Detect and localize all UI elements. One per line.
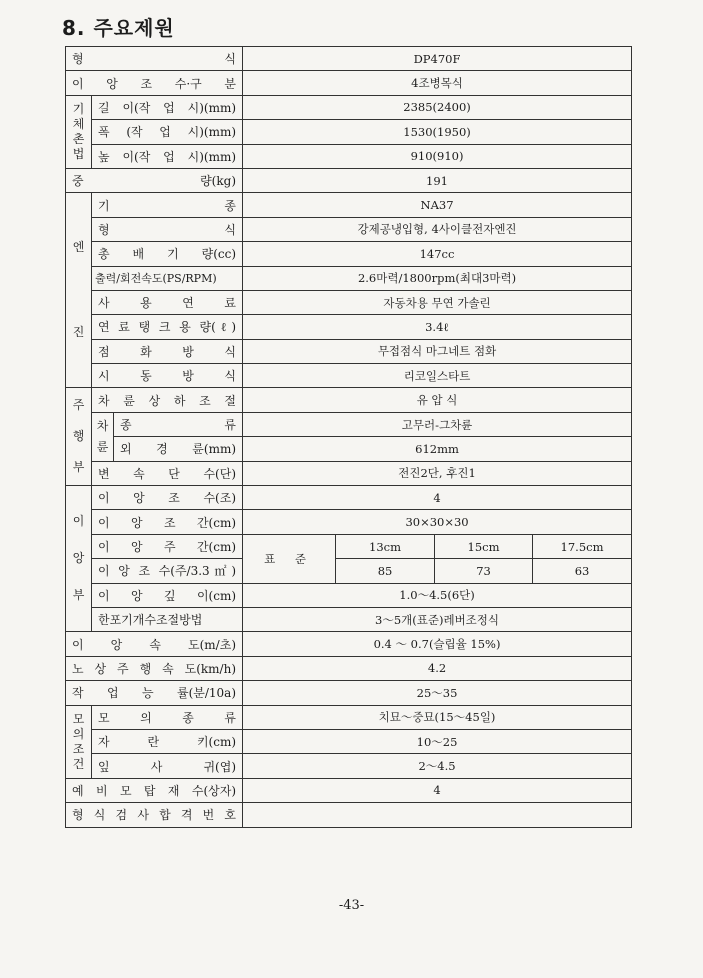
row-value: 전진2단, 후진1 [243,461,632,485]
row-value: 0.4 ～ 0.7(슬립율 15%) [243,632,632,656]
row-label: 이 앙 주 간(cm) [92,534,243,558]
row-value: 3～5개(표준)레버조정식 [243,607,632,631]
row-value: 10～25 [243,729,632,753]
row-label: 이 앙 조 간(cm) [92,510,243,534]
row-value: 2～4.5 [243,754,632,778]
group-label-travel: 주 행 부 [66,388,92,486]
row-value: DP470F [243,47,632,71]
group-label-machine-dims: 기 체 촌 법 [66,95,92,168]
table-cell: 15cm [435,534,533,558]
row-value: 910(910) [243,144,632,168]
row-label: 이 앙 조 수·구 분 [66,71,243,95]
row-label: 차 륜 상 하 조 절 [92,388,243,412]
row-value: 30×30×30 [243,510,632,534]
row-value [243,803,632,827]
row-label: 기 종 [92,193,243,217]
table-row [66,705,632,729]
row-value: 리코일스타트 [243,364,632,388]
row-label: 시 동 방 식 [92,364,243,388]
row-value: 147cc [243,242,632,266]
table-row [66,95,632,119]
table-row [66,632,632,656]
table-cell: 85 [336,559,435,583]
row-label: 노 상 주 행 속 도(km/h) [66,656,243,680]
row-label: 이 앙 조 수(주/3.3㎡) [92,559,243,583]
table-row [66,193,632,217]
row-value: 2.6마력/1800rpm(최대3마력) [243,266,632,290]
table-row [66,290,632,314]
table-row [66,437,632,461]
row-value: 자동차용 무연 가솔린 [243,290,632,314]
table-row [66,583,632,607]
table-row [66,47,632,71]
table-row [66,681,632,705]
table-row [66,656,632,680]
spec-table [65,46,632,828]
row-value: 4 [243,486,632,510]
row-label: 이 앙 조 수(조) [92,486,243,510]
group-label-transplant: 이 앙 부 [66,486,92,632]
table-row [66,144,632,168]
table-row [66,510,632,534]
row-label: 모 의 종 류 [92,705,243,729]
table-row [66,71,632,95]
row-value: 유 압 식 [243,388,632,412]
table-row [66,388,632,412]
table-row [66,486,632,510]
table-row [66,534,632,558]
table-row [66,559,632,583]
row-value: 4조병목식 [243,71,632,95]
group-label-seedling-cond: 모 의 조 건 [66,705,92,778]
row-label: 출력/회전속도(PS/RPM) [92,266,243,290]
group-label-engine: 엔 진 [66,193,92,388]
row-value: 1530(1950) [243,120,632,144]
row-value: 612mm [243,437,632,461]
table-row [66,461,632,485]
row-label: 자 란 키(cm) [92,729,243,753]
row-label: 중 량(kg) [66,168,243,192]
row-value: 3.4ℓ [243,315,632,339]
table-row [66,364,632,388]
row-label: 잎 사 귀(엽) [92,754,243,778]
row-label: 이 앙 속 도(m/초) [66,632,243,656]
row-label: 연 료 탱 크 용 량(ℓ) [92,315,243,339]
table-row [66,242,632,266]
row-value: 고무러-그차륜 [243,412,632,436]
table-row [66,607,632,631]
row-label: 예 비 모 탑 재 수(상자) [66,778,243,802]
table-row [66,168,632,192]
row-value: 4.2 [243,656,632,680]
row-label: 총 배 기 량(cc) [92,242,243,266]
table-cell: 63 [533,559,632,583]
row-value: 4 [243,778,632,802]
row-value: 무접점식 마그네트 점화 [243,339,632,363]
table-row [66,217,632,241]
row-label: 점 화 방 식 [92,339,243,363]
table-row [66,266,632,290]
row-label: 폭 (작 업 시)(mm) [92,120,243,144]
row-label: 형 식 [92,217,243,241]
row-value: NA37 [243,193,632,217]
table-row [66,120,632,144]
row-value: 191 [243,168,632,192]
row-label: 변 속 단 수(단) [92,461,243,485]
row-label: 종 류 [114,412,243,436]
row-label: 형 식 [66,47,243,71]
section-heading: 8. 주요제원 [62,16,175,40]
row-label: 형 식 검 사 합 격 번 호 [66,803,243,827]
row-label: 길 이(작 업 시)(mm) [92,95,243,119]
row-value: 치묘～중묘(15～45일) [243,705,632,729]
row-label: 사 용 연 료 [92,290,243,314]
table-cell: 17.5cm [533,534,632,558]
row-label: 외 경 륜(mm) [114,437,243,461]
table-row [66,315,632,339]
row-label: 높 이(작 업 시)(mm) [92,144,243,168]
table-row [66,754,632,778]
table-cell: 73 [435,559,533,583]
table-row [66,412,632,436]
row-label: 한포기개수조절방법 [92,607,243,631]
table-cell: 13cm [336,534,435,558]
row-value: 25～35 [243,681,632,705]
row-value: 강제공냉입형, 4사이클전자엔진 [243,217,632,241]
table-row [66,729,632,753]
group-label-wheel: 차 륜 [92,412,114,461]
table-row [66,339,632,363]
row-label: 작 업 능 률(분/10a) [66,681,243,705]
row-value: 2385(2400) [243,95,632,119]
standard-label: 표 준 [243,534,336,583]
page-number: -43- [338,898,365,913]
row-value: 1.0～4.5(6단) [243,583,632,607]
table-row [66,803,632,827]
row-label: 이 앙 깊 이(cm) [92,583,243,607]
table-row [66,778,632,802]
